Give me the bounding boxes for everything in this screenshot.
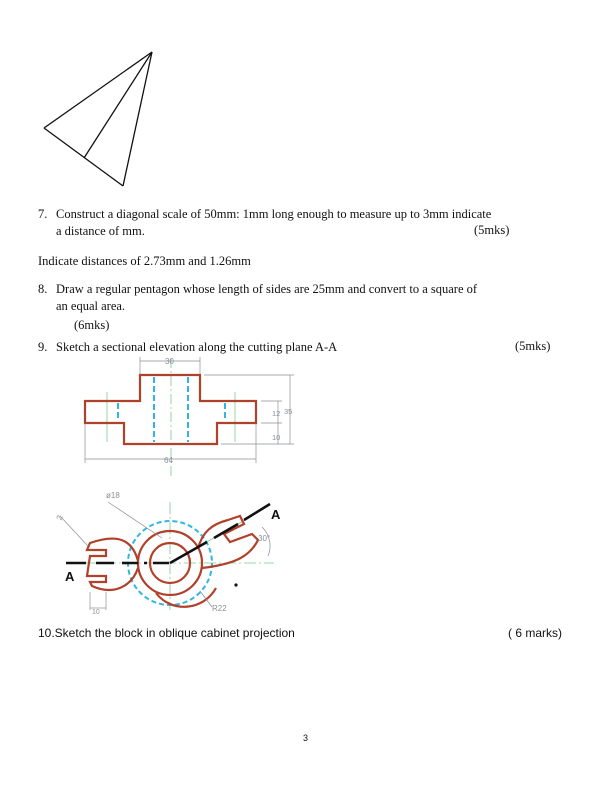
q7-marks: (5mks): [474, 223, 510, 237]
plan-drawing: [52, 486, 288, 616]
dim-30-label: 30: [165, 357, 174, 366]
section-a-bottom: A: [65, 569, 75, 584]
q9-number: 9.: [38, 340, 48, 354]
section-a-top: A: [271, 507, 281, 522]
q8-marks: (6mks): [74, 318, 110, 332]
q9-marks: (5mks): [515, 339, 551, 353]
q7-number: 7.: [38, 207, 48, 221]
cutting-plane: [66, 504, 270, 563]
angle-label: 30°: [258, 534, 271, 543]
stray-dot: [234, 583, 237, 586]
q10-marks: ( 6 marks): [508, 626, 562, 640]
dim-35-label: 35: [284, 407, 293, 416]
front-elevation-drawing: [76, 352, 306, 477]
q9-text: Sketch a sectional elevation along the cutting plane A-A: [56, 340, 338, 354]
q8-number: 8.: [38, 282, 48, 296]
dim-10-label: 10: [272, 433, 281, 442]
q8-text-line2: an equal area.: [56, 299, 126, 313]
q8-text-line1: Draw a regular pentagon whose length of sides are 25mm and convert to a square of: [56, 282, 478, 296]
diameter-label: ø18: [106, 491, 120, 500]
page-number: 3: [303, 733, 309, 743]
radius-label: R22: [212, 604, 227, 613]
q10-text: 10.Sketch the block in oblique cabinet projection: [38, 626, 295, 640]
q7-text-line1: Construct a diagonal scale of 50mm: 1mm long enough to measure up to 3mm indicate: [56, 207, 492, 221]
dim-64-label: 64: [164, 456, 173, 465]
left-dim-label: 2: [54, 513, 65, 522]
dimension-lines: [85, 357, 294, 463]
bottom-dim-label: 10: [92, 609, 100, 616]
hidden-lines: [118, 377, 225, 442]
indicate-distances-text: Indicate distances of 2.73mm and 1.26mm: [38, 254, 251, 268]
dim-12-label: 12: [272, 409, 281, 418]
elevation-outline: [85, 375, 256, 444]
triangle-sketch: [30, 40, 170, 200]
q7-text-line2: a distance of mm.: [56, 224, 145, 238]
